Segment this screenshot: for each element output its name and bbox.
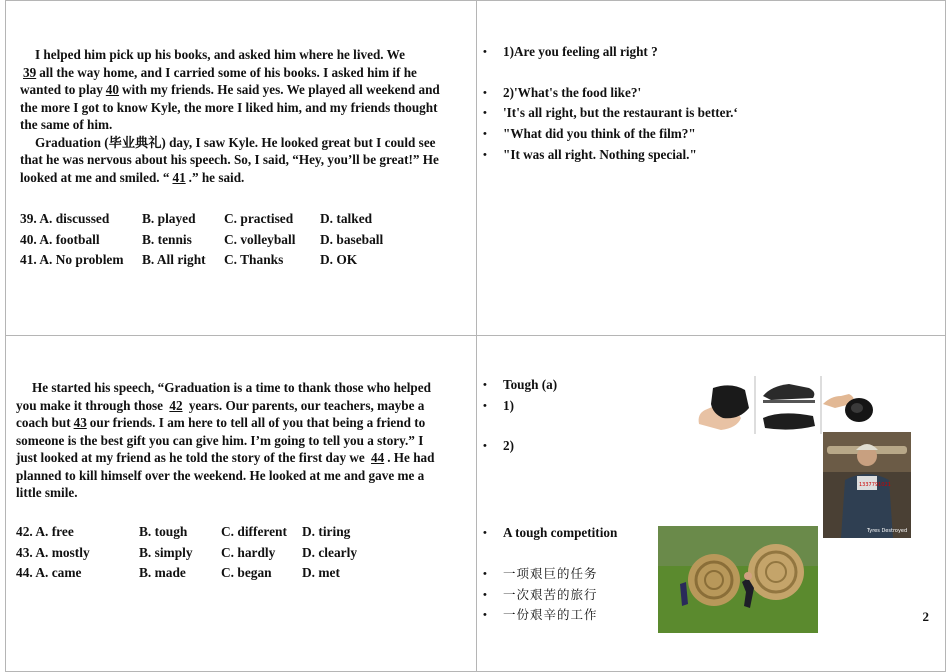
list-item: • "What did you think of the film?" xyxy=(483,124,738,145)
option[interactable]: 40. A. football xyxy=(20,231,100,247)
list-item: • 'It's all right, but the restaurant is better.‘ xyxy=(483,103,738,124)
panel-passage-39-41 xyxy=(5,0,477,336)
panel-all-right-usage xyxy=(476,0,946,336)
option[interactable]: C. practised xyxy=(224,211,294,226)
option[interactable]: C. hardly xyxy=(221,544,276,560)
option-row-39 xyxy=(20,209,383,230)
blank-41: 41 xyxy=(172,169,186,185)
option[interactable]: 44. A. came xyxy=(16,565,82,581)
bullet-list-chinese xyxy=(483,564,598,626)
option-row-43 xyxy=(16,543,357,564)
list-item: • 一次艰苦的旅行 xyxy=(483,585,598,606)
bullet-icon: • xyxy=(483,128,487,141)
worker-caption: Tyres Destroyed xyxy=(867,528,908,534)
list-item: • Tough (a) xyxy=(483,375,557,396)
option[interactable]: B. played xyxy=(142,211,196,226)
option[interactable]: B. tennis xyxy=(142,231,192,247)
option[interactable]: C. different xyxy=(221,524,287,539)
option[interactable]: D. OK xyxy=(320,252,358,268)
option[interactable]: B. simply xyxy=(139,544,193,560)
options-42-44 xyxy=(16,522,357,584)
list-item: • 2) xyxy=(483,436,557,457)
option[interactable]: 42. A. free xyxy=(16,524,74,539)
paragraph-1: I helped him pick up his books, and asked him where he lived. We 39 all the way home, and I carried some of his books. I asked him if he wanted to play 40 with my friends. He said yes. We played all weekend and the more I got to know Kyle, the more I liked him, and my friends thought the same of him. xyxy=(20,47,440,132)
bullet-icon: • xyxy=(483,399,487,412)
option[interactable]: B. made xyxy=(139,565,186,581)
option-row-42 xyxy=(16,522,357,543)
bullet-icon: • xyxy=(483,107,487,120)
blank-43: 43 xyxy=(73,415,87,430)
bullet-icon: • xyxy=(483,46,487,58)
passage-2 xyxy=(16,379,444,502)
option-row-44 xyxy=(16,563,357,584)
bullet-icon: • xyxy=(483,379,487,391)
hay-bale-competition-photo xyxy=(658,526,818,633)
option-row-41 xyxy=(20,250,383,271)
list-item: • A tough competition xyxy=(483,523,617,544)
bullet-icon: • xyxy=(483,609,487,622)
passage-1 xyxy=(20,46,440,186)
worker-id-text: 1337791021 xyxy=(859,482,891,488)
worker-photo xyxy=(823,432,911,538)
bullet-icon: • xyxy=(483,527,487,539)
bullet-icon: • xyxy=(483,148,487,161)
bullet-list-all-right xyxy=(483,42,738,166)
option[interactable]: B. tough xyxy=(139,524,188,539)
option[interactable]: C. volleyball xyxy=(224,231,296,247)
panel-passage-42-44 xyxy=(5,335,477,672)
option[interactable]: 43. A. mostly xyxy=(16,544,90,560)
option[interactable]: D. met xyxy=(302,565,340,581)
bullet-list-tough xyxy=(483,375,557,457)
page-number: 2 xyxy=(922,609,929,624)
options-39-41 xyxy=(20,209,383,271)
list-item: • 一份艰辛的工作 xyxy=(483,605,598,626)
blank-40: 40 xyxy=(105,82,119,97)
list-item: • "It was all right. Nothing special." xyxy=(483,145,738,166)
option[interactable]: C. Thanks xyxy=(224,252,284,268)
bullet-list-competition xyxy=(483,523,617,544)
option[interactable]: D. talked xyxy=(320,211,373,226)
bullet-icon: • xyxy=(483,86,487,99)
option[interactable]: 39. A. discussed xyxy=(20,211,110,226)
option[interactable]: B. All right xyxy=(142,252,206,268)
paragraph-2: Graduation (毕业典礼) day, I saw Kyle. He looked great but I could see that he was nervous about his speech. So, I said, “Hey, you’ll be great!” He looked at me and smiled. “ 41 .” he said. xyxy=(20,134,439,185)
option[interactable]: 41. A. No problem xyxy=(20,252,124,268)
bullet-icon: • xyxy=(483,440,487,453)
tough-shoe-photos xyxy=(691,374,875,436)
option-row-40 xyxy=(20,230,383,251)
option[interactable]: D. baseball xyxy=(320,231,384,247)
list-item: • 1)Are you feeling all right ? xyxy=(483,42,738,63)
list-item: • 一项艰巨的任务 xyxy=(483,564,598,585)
blank-39: 39 xyxy=(23,64,37,80)
bullet-icon: • xyxy=(483,588,487,601)
option[interactable]: D. clearly xyxy=(302,544,358,560)
list-item: • 2)'What's the food like?' xyxy=(483,83,738,104)
blank-44: 44 xyxy=(371,450,385,465)
panel-tough-usage xyxy=(476,335,946,672)
paragraph-3: He started his speech, “Graduation is a time to thank those who helped you make it through those 42 years. Our parents, our teachers, maybe a coach but 43 our friends. I am here to tell all of you that being a friend to someone is the best gift you can give him. I’m going to tell you a story.” I just looked at my friend as he told the story of the first day we 44 . He had planned to kill himself over the weekend. He looked at me and gave me a little smile. xyxy=(16,380,435,500)
bullet-icon: • xyxy=(483,568,487,580)
option[interactable]: C. began xyxy=(221,565,272,581)
option[interactable]: D. tiring xyxy=(302,524,351,539)
list-item: • 1) xyxy=(483,396,557,417)
blank-42: 42 xyxy=(169,397,183,413)
